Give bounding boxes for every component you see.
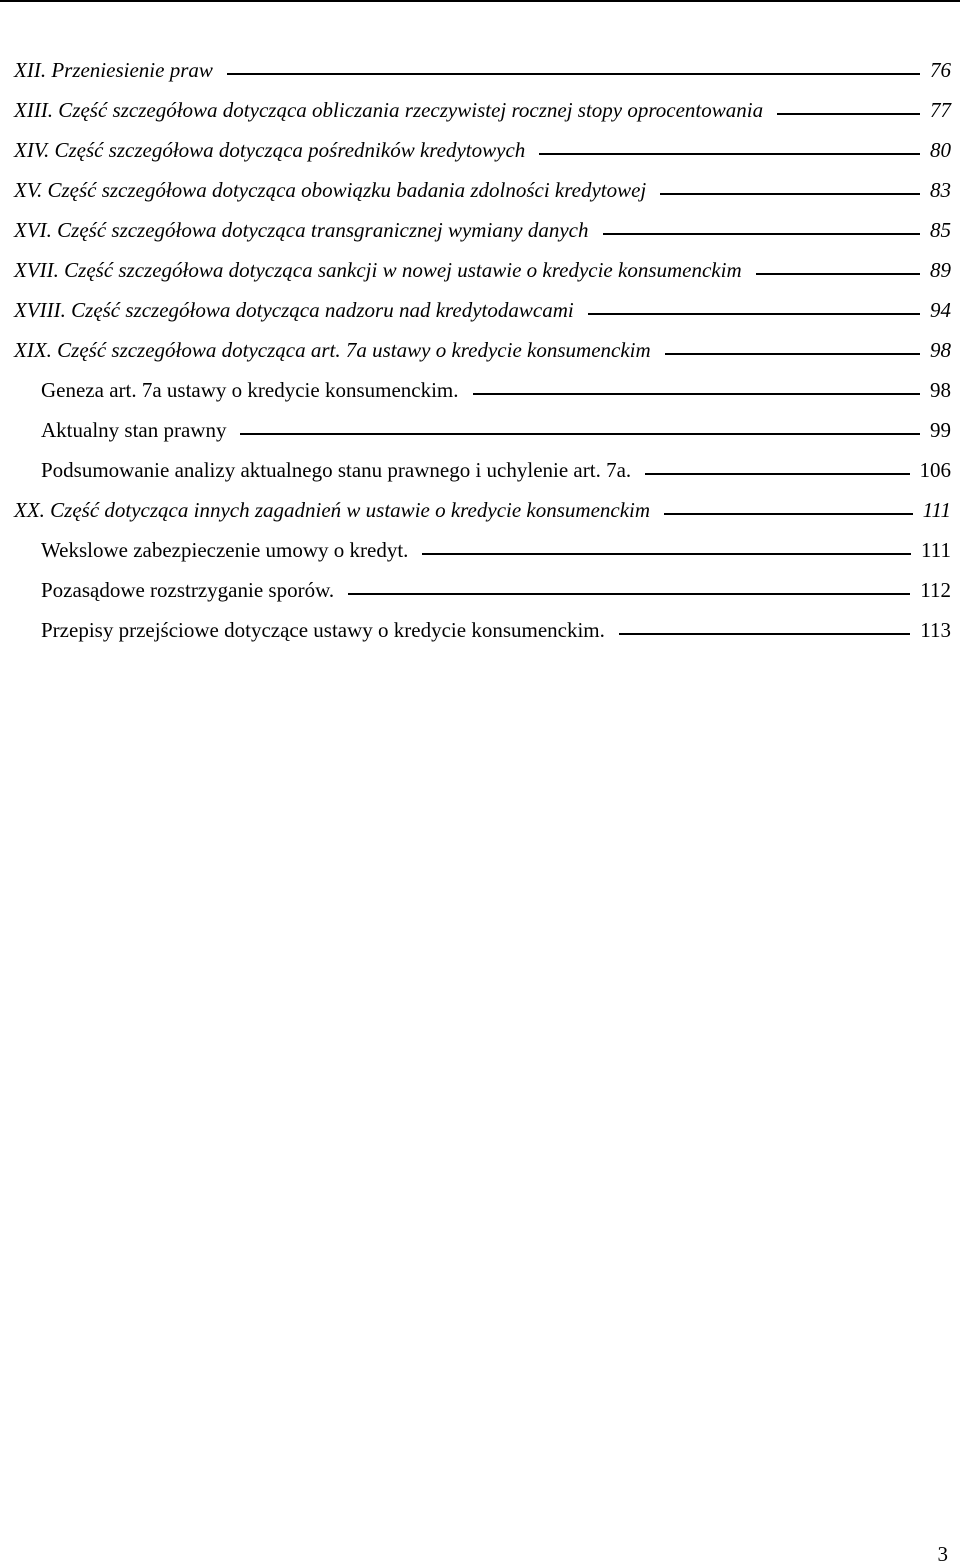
toc-entry-xvii[interactable]: [0, 250, 960, 290]
toc-leader-line: [777, 113, 920, 115]
toc-entry-page: 111: [921, 538, 951, 562]
toc-entry-xx[interactable]: [0, 490, 960, 530]
table-of-contents: [0, 50, 960, 650]
toc-entry-xvi[interactable]: [0, 210, 960, 250]
toc-entry-xiii[interactable]: [0, 90, 960, 130]
toc-entry-title: XIX. Część szczegółowa dotycząca art. 7a ustawy o kredycie konsumenckim: [14, 338, 651, 362]
toc-entry-xviii[interactable]: [0, 290, 960, 330]
toc-entry-page: 83: [930, 178, 951, 202]
page-number: 3: [937, 1542, 948, 1566]
toc-subentry-geneza[interactable]: [0, 370, 960, 410]
toc-entry-title: XV. Część szczegółowa dotycząca obowiązku badania zdolności kredytowej: [14, 178, 647, 202]
toc-entry-xv[interactable]: [0, 170, 960, 210]
toc-entry-page: 85: [930, 218, 951, 242]
toc-subentry-przepisy[interactable]: [0, 610, 960, 650]
toc-entry-title: Przepisy przejściowe dotyczące ustawy o kredycie konsumenckim.: [41, 618, 605, 642]
toc-entry-title: XIV. Część szczegółowa dotycząca pośredników kredytowych: [14, 138, 526, 162]
toc-leader-line: [588, 313, 920, 315]
toc-leader-line: [227, 73, 920, 75]
toc-subentry-aktualny-stan[interactable]: [0, 410, 960, 450]
toc-leader-line: [473, 393, 920, 395]
toc-entry-page: 113: [920, 618, 951, 642]
toc-entry-page: 111: [922, 498, 951, 522]
toc-leader-line: [660, 193, 920, 195]
toc-entry-page: 106: [919, 458, 951, 482]
toc-entry-title: XVII. Część szczegółowa dotycząca sankcji w nowej ustawie o kredycie konsumenckim: [14, 258, 742, 282]
toc-entry-xix[interactable]: [0, 330, 960, 370]
toc-entry-title: XII. Przeniesienie praw: [14, 58, 213, 82]
toc-entry-page: 80: [930, 138, 951, 162]
toc-entry-page: 112: [920, 578, 951, 602]
toc-leader-line: [756, 273, 920, 275]
toc-entry-xiv[interactable]: [0, 130, 960, 170]
toc-leader-line: [240, 433, 920, 435]
toc-entry-title: Aktualny stan prawny: [41, 418, 227, 442]
toc-leader-line: [665, 353, 920, 355]
toc-leader-line: [422, 553, 911, 555]
toc-leader-line: [619, 633, 910, 635]
toc-subentry-pozasadowe[interactable]: [0, 570, 960, 610]
toc-entry-page: 98: [930, 378, 951, 402]
toc-entry-title: XX. Część dotycząca innych zagadnień w ustawie o kredycie konsumenckim: [14, 498, 651, 522]
toc-subentry-wekslowe[interactable]: [0, 530, 960, 570]
toc-entry-page: 89: [930, 258, 951, 282]
toc-entry-title: XVI. Część szczegółowa dotycząca transgranicznej wymiany danych: [14, 218, 589, 242]
toc-subentry-podsumowanie[interactable]: [0, 450, 960, 490]
toc-entry-title: Wekslowe zabezpieczenie umowy o kredyt.: [41, 538, 409, 562]
toc-leader-line: [645, 473, 909, 475]
toc-entry-title: Podsumowanie analizy aktualnego stanu prawnego i uchylenie art. 7a.: [41, 458, 632, 482]
toc-entry-page: 76: [930, 58, 951, 82]
toc-entry-page: 99: [930, 418, 951, 442]
toc-leader-line: [348, 593, 910, 595]
toc-entry-title: XIII. Część szczegółowa dotycząca obliczania rzeczywistej rocznej stopy oprocentowania: [14, 98, 764, 122]
toc-entry-page: 98: [930, 338, 951, 362]
toc-entry-page: 77: [930, 98, 951, 122]
toc-entry-page: 94: [930, 298, 951, 322]
toc-leader-line: [664, 513, 913, 515]
toc-entry-title: Geneza art. 7a ustawy o kredycie konsumenckim.: [41, 378, 459, 402]
toc-entry-title: XVIII. Część szczegółowa dotycząca nadzoru nad kredytodawcami: [14, 298, 574, 322]
toc-leader-line: [539, 153, 920, 155]
top-rule: [0, 0, 960, 2]
toc-leader-line: [603, 233, 921, 235]
toc-entry-xii[interactable]: [0, 50, 960, 90]
toc-entry-title: Pozasądowe rozstrzyganie sporów.: [41, 578, 335, 602]
